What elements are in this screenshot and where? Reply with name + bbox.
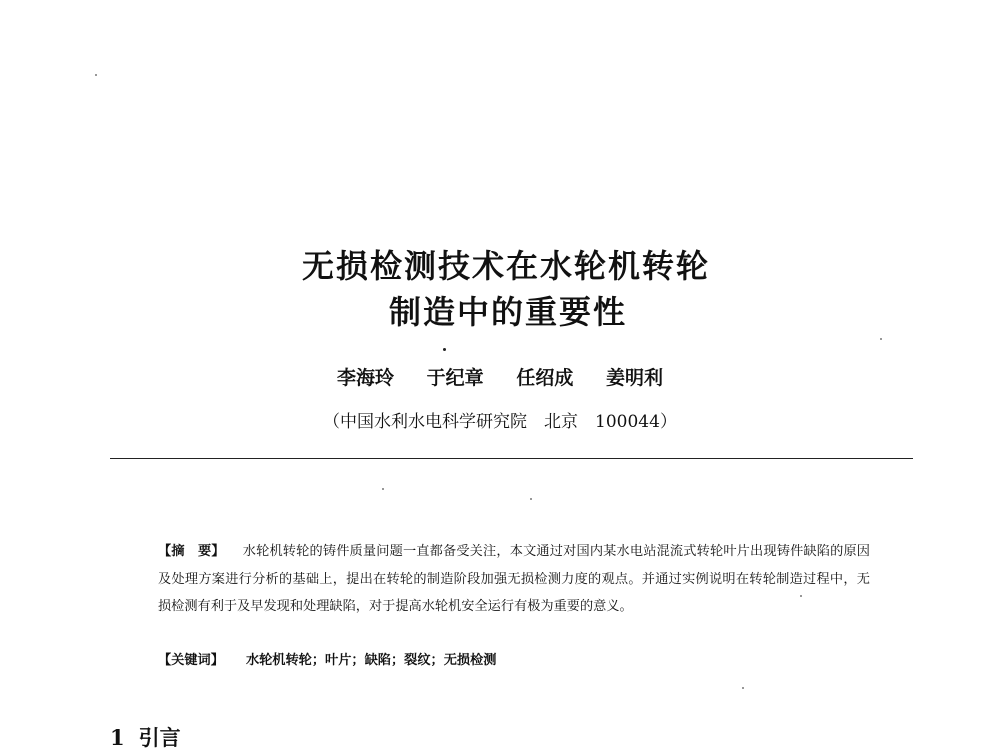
- keywords-text: 水轮机转轮；叶片；缺陷；裂纹；无损检测: [245, 653, 497, 668]
- author-name: 于纪章: [426, 367, 484, 389]
- paper-title-line-1: 无损检测技术在水轮机转轮: [301, 247, 710, 285]
- section-number: 1: [110, 725, 125, 750]
- abstract-text: 水轮机转轮的铸件质量问题一直都备受关注，本文通过对国内某水电站混流式转轮叶片出现铸件缺陷的原因及处理方案进行分析的基础上，提出在转轮的制造阶段加强无损检测力度的观点。并通过实例说明在转轮制造过程中，无损检测有利于及早发现和处理缺陷，对于提高水轮机安全运行有极为重要的意义。: [158, 544, 870, 614]
- keywords-label: 【关键词】: [158, 653, 224, 668]
- abstract: [158, 538, 870, 621]
- scan-speck: [800, 595, 802, 597]
- keywords: [158, 649, 870, 668]
- abstract-label: 【摘 要】: [158, 544, 225, 559]
- author-name: 姜明利: [605, 367, 663, 389]
- scan-speck: [880, 338, 882, 340]
- header-divider: [110, 458, 913, 459]
- scan-speck: [530, 498, 532, 500]
- scan-speck: [95, 74, 97, 76]
- affiliation: （中国水利水电科学研究院 北京 100044）: [323, 412, 677, 432]
- scan-speck: [742, 687, 744, 689]
- section-title: 引言: [138, 725, 181, 750]
- paper-title-line-2: 制造中的重要性: [388, 293, 627, 331]
- scan-speck: [382, 488, 384, 490]
- decorative-dot: [443, 348, 446, 351]
- author-list: [0, 363, 1000, 390]
- section-heading: [110, 722, 181, 752]
- author-name: 任绍成: [516, 367, 574, 389]
- author-name: 李海玲: [337, 367, 395, 389]
